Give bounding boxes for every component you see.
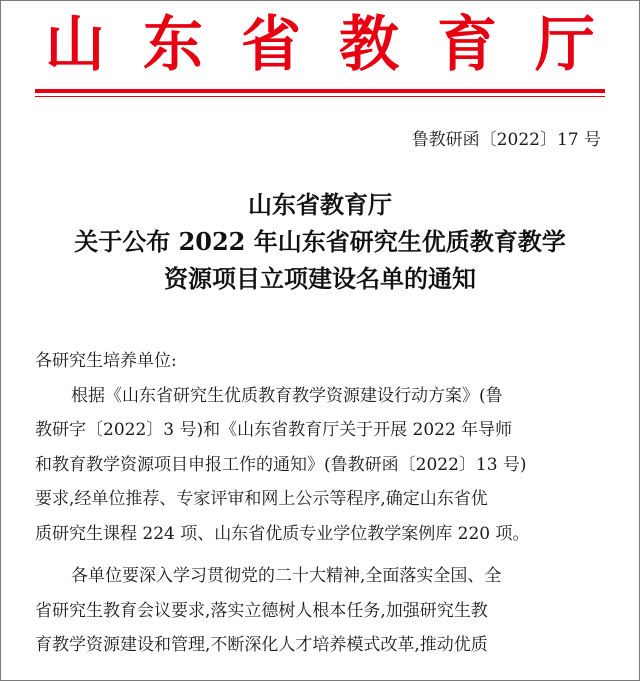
letterhead-red-rule-thin — [35, 96, 605, 97]
title-line: 关于公布 2022 年山东省研究生优质教育教学 — [74, 227, 566, 256]
document-body — [35, 344, 607, 663]
paragraph-line: 和教育教学资源项目申报工作的通知》(鲁教研函〔2022〕13 号) — [35, 454, 527, 475]
paragraph-line: 各单位要深入学习贯彻党的二十大精神,全面落实全国、全 — [71, 566, 502, 586]
document-title — [1, 186, 639, 297]
title-line: 山东省教育厅 — [248, 190, 392, 219]
paragraph-line: 省研究生教育会议要求,落实立德树人根本任务,加强研究生教 — [35, 600, 488, 621]
paragraph-line: 教研字〔2022〕3 号)和《山东省教育厅关于开展 2022 年导师 — [35, 420, 513, 440]
document-number: 鲁教研函〔2022〕17 号 — [411, 130, 601, 150]
paragraph-line: 根据《山东省研究生优质教育教学资源建设行动方案》(鲁 — [71, 385, 503, 406]
paragraph-line: 质研究生课程 224 项、山东省优质专业学位教学案例库 220 项。 — [35, 523, 530, 544]
paragraph — [35, 379, 607, 552]
letterhead-title: 山东省教育厅 — [45, 10, 633, 80]
letterhead-red-rule — [35, 89, 605, 93]
salutation: 各研究生培养单位: — [35, 351, 177, 371]
paragraph-line: 要求,经单位推荐、专家评审和网上公示等程序,确定山东省优 — [35, 489, 488, 509]
paragraph-gap — [35, 551, 607, 559]
paragraph — [35, 559, 607, 663]
paragraph-line: 育教学资源建设和管理,不断深化人才培养模式改革,推动优质 — [35, 635, 488, 655]
title-line: 资源项目立项建设名单的通知 — [164, 264, 476, 293]
